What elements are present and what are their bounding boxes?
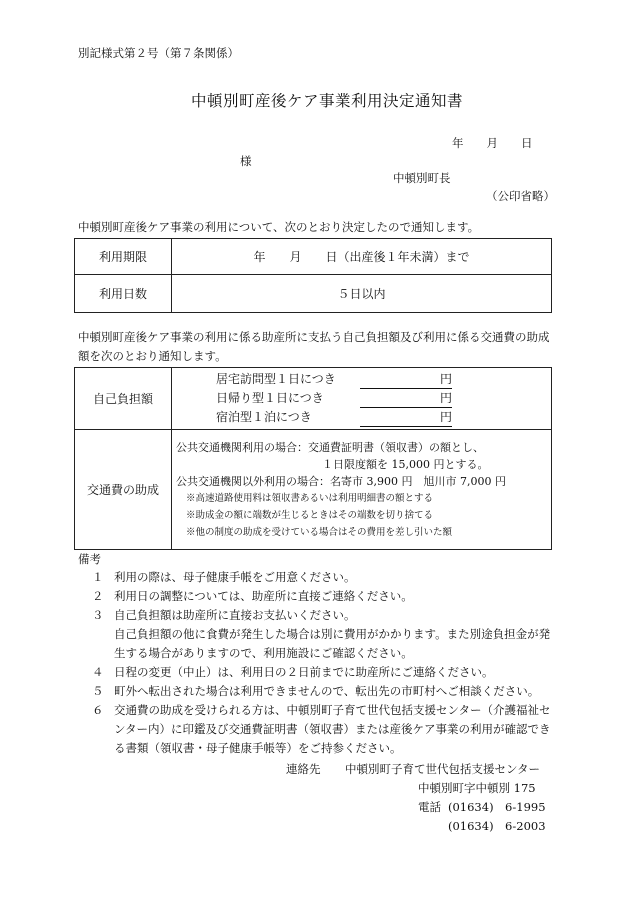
remark-item bbox=[92, 587, 562, 606]
contact-phone-1: (01634) 6-1995 bbox=[448, 800, 546, 814]
remark-item bbox=[92, 682, 562, 701]
transport-line: １日限度額を 15,000 円とする。 bbox=[322, 457, 489, 471]
remark-text: 日程の変更（中止）は、利用日の２日前までに助産所にご連絡ください。 bbox=[114, 665, 494, 679]
remarks-list bbox=[92, 568, 562, 758]
remark-text: ンター内）に印鑑及び交通費証明書（領収書）または産後ケア事業の利用が確認でき bbox=[114, 722, 551, 736]
contact-org: 中頓別町子育て世代包括支援センター bbox=[345, 762, 541, 776]
transport-detail bbox=[172, 430, 552, 550]
self-pay-row-label: 宿泊型１泊につき bbox=[216, 410, 312, 424]
remark-text: る書類（領収書・母子健康手帳等）をご持参ください。 bbox=[114, 741, 402, 755]
issuer: 中頓別町長 bbox=[393, 171, 451, 185]
remark-item bbox=[92, 606, 562, 625]
self-pay-row-label: 日帰り型１日につき bbox=[216, 391, 324, 405]
transport-label: 交通費の助成 bbox=[75, 430, 172, 550]
self-pay-row-home bbox=[216, 370, 551, 389]
self-pay-row-day bbox=[216, 389, 551, 408]
amount-field[interactable]: 円 bbox=[360, 370, 452, 389]
remark-text: 町外へ転出された場合は利用できませんので、転出先の市町村へご相談ください。 bbox=[114, 684, 540, 698]
contact-address: 中頓別町字中頓別 175 bbox=[418, 781, 536, 795]
remark-text: 自己負担額の他に食費が発生した場合は別に費用がかかります。また別途負担金が発 bbox=[114, 627, 551, 641]
days-label: 利用日数 bbox=[75, 275, 172, 313]
contact-label: 連絡先 bbox=[286, 762, 321, 776]
remark-number: ６ bbox=[92, 703, 104, 717]
remark-number: ５ bbox=[92, 684, 104, 698]
document-title: 中頓別町産後ケア事業利用決定通知書 bbox=[191, 92, 464, 110]
contact-phone-2: (01634) 6-2003 bbox=[448, 819, 546, 833]
intro-text: 中頓別町産後ケア事業の利用について、次のとおり決定したので通知します。 bbox=[78, 220, 480, 234]
remark-text: 自己負担額は助産所に直接お支払いください。 bbox=[114, 608, 356, 622]
addressee-suffix: 様 bbox=[240, 154, 252, 168]
transport-note: ※他の制度の助成を受けている場合はその費用を差し引いた額 bbox=[186, 526, 453, 538]
decision-table bbox=[74, 238, 552, 313]
transport-line: 公共交通機関利用の場合：交通費証明書（領収書）の額とし、 bbox=[176, 440, 484, 454]
form-number: 別記様式第２号（第７条関係） bbox=[78, 46, 239, 60]
remark-text: 交通費の助成を受けられる方は、中頓別町子育て世代包括支援センター（介護福祉セ bbox=[114, 703, 551, 717]
remark-number: ３ bbox=[92, 608, 104, 622]
seal-note: （公印省略） bbox=[486, 189, 555, 203]
cost-table bbox=[74, 367, 552, 550]
period-value: 年 月 日（出産後１年未満）まで bbox=[172, 239, 552, 275]
remark-number: ４ bbox=[92, 665, 104, 679]
notice-line-2: 額を次のとおり通知します。 bbox=[78, 349, 227, 363]
date-line: 年 月 日 bbox=[452, 136, 533, 150]
remark-number: ２ bbox=[92, 589, 104, 603]
remark-item bbox=[92, 663, 562, 682]
remark-text: 生する場合がありますので、利用施設にご確認ください。 bbox=[114, 646, 413, 660]
self-pay-rows bbox=[172, 368, 552, 430]
remark-item bbox=[92, 568, 562, 587]
contact-phone-label: 電話 bbox=[418, 800, 441, 814]
days-value: ５日以内 bbox=[172, 275, 552, 313]
period-label: 利用期限 bbox=[75, 239, 172, 275]
remark-text: 利用の際は、母子健康手帳をご用意ください。 bbox=[114, 570, 356, 584]
self-pay-row-stay bbox=[216, 408, 551, 427]
transport-line: 公共交通機関以外利用の場合：名寄市 3,900 円 旭川市 7,000 円 bbox=[176, 474, 506, 488]
remark-number: １ bbox=[92, 570, 104, 584]
amount-field[interactable]: 円 bbox=[360, 389, 452, 408]
remark-item bbox=[92, 701, 562, 720]
self-pay-row-label: 居宅訪問型１日につき bbox=[216, 372, 336, 386]
transport-note: ※高速道路使用料は領収書あるいは利用明細書の額とする bbox=[186, 492, 434, 504]
notice-line-1: 中頓別町産後ケア事業の利用に係る助産所に支払う自己負担額及び利用に係る交通費の助成 bbox=[78, 330, 550, 344]
remarks-title: 備考 bbox=[78, 552, 101, 566]
remark-text: 利用日の調整については、助産所に直接ご連絡ください。 bbox=[114, 589, 413, 603]
amount-field[interactable]: 円 bbox=[360, 408, 452, 427]
transport-note: ※助成金の額に端数が生じるときはその端数を切り捨てる bbox=[186, 509, 434, 521]
self-pay-label: 自己負担額 bbox=[75, 368, 172, 430]
